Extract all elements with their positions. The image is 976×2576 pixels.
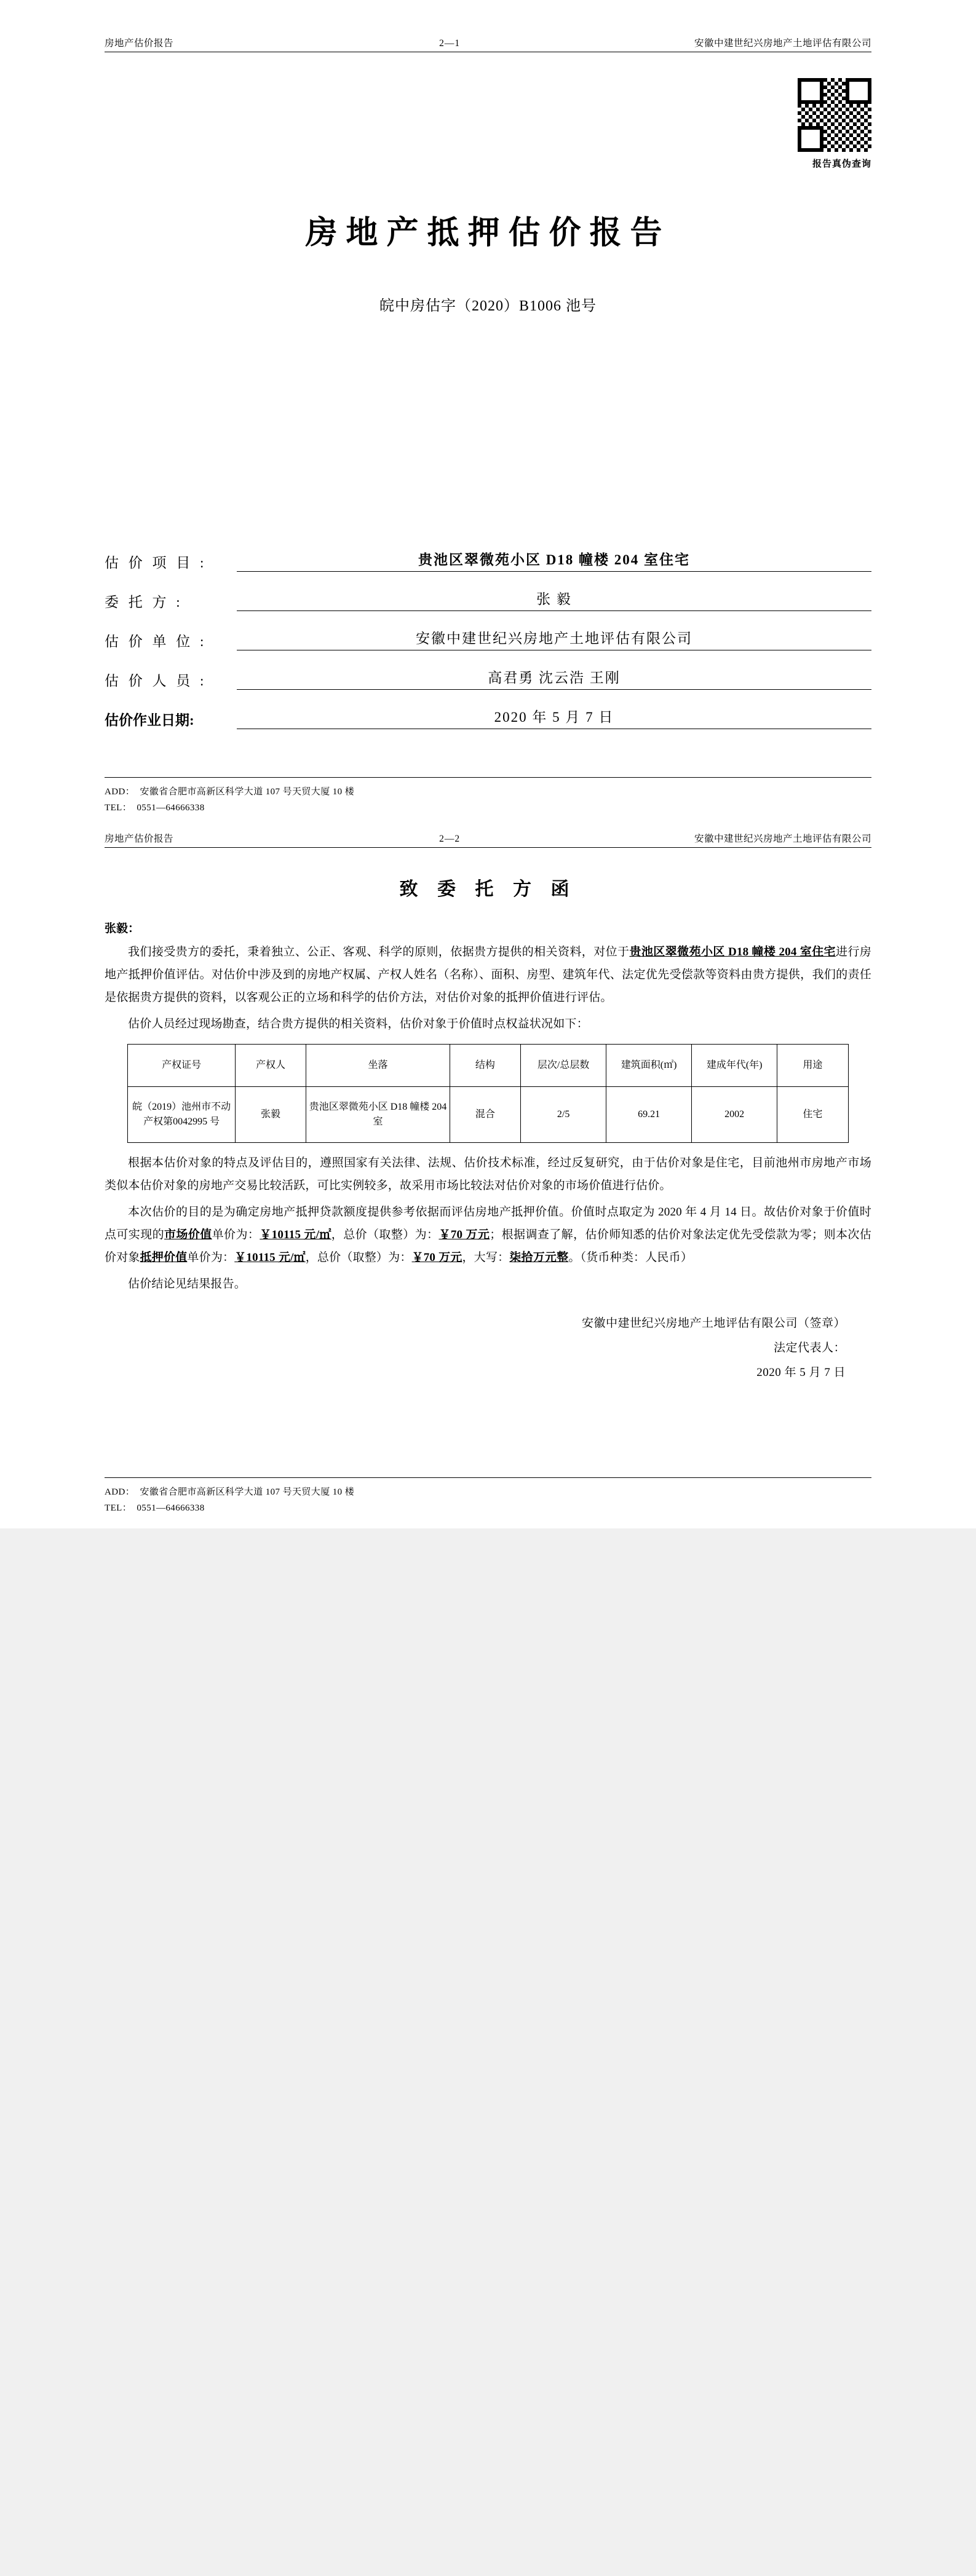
footer-telephone: TEL： 0551—64666338 xyxy=(105,803,205,813)
para4-total-price-mortgage: ￥70 万元 xyxy=(411,1250,462,1264)
para4-text-h: ，总价（取整）为： xyxy=(305,1250,412,1264)
th-certificate-no: 产权证号 xyxy=(128,1044,235,1086)
para4-text-a: 本次估价的目的是为确定房地产抵押贷款额度提供参考依据而评估房地产抵押价值。价值时点取定为 2020 年 4 月 14 日。故估价对象于价值时点可实现的 xyxy=(105,1205,871,1241)
cover-field-label: 委 托 方 : xyxy=(105,595,183,610)
page-1 xyxy=(0,0,976,823)
th-year-built: 建成年代(年) xyxy=(692,1044,777,1086)
paragraph-valuation xyxy=(105,1201,871,1269)
th-structure: 结构 xyxy=(450,1044,520,1086)
para4-text-e: ；根据调查了解，估价师知悉的估价对象法定优先受偿款为零；则本次估价对象 xyxy=(105,1228,871,1264)
th-location: 坐落 xyxy=(306,1044,450,1086)
page-1-running-header xyxy=(105,36,871,52)
cell-owner: 张毅 xyxy=(235,1086,306,1142)
paragraph-conclusion: 估价结论见结果报告。 xyxy=(128,1277,247,1290)
cell-area: 69.21 xyxy=(606,1086,692,1142)
qr-verification-block xyxy=(105,78,871,170)
cover-field-value: 张 毅 xyxy=(237,588,871,611)
cover-field-label: 估价作业日期: xyxy=(105,713,194,728)
cover-field-label: 估 价 项 目 : xyxy=(105,555,207,571)
cover-field-label: 估 价 人 员 : xyxy=(105,673,207,689)
qr-code-icon[interactable] xyxy=(798,78,871,152)
para4-text-d: ，总价（取整）为： xyxy=(331,1228,439,1241)
para4-unit-price-mortgage: ￥10115 元/㎡ xyxy=(234,1250,306,1264)
cover-field-project xyxy=(105,548,871,572)
qr-caption: 报告真伪查询 xyxy=(812,159,871,169)
signature-block xyxy=(105,1311,871,1385)
para1-text-c: 进行房地产抵押价值评估。对估价中涉及到的房地产权属、产权人姓名（名称）、面积、房型、建筑年代、法定优先受偿款等资料由贵方提供，我们的责任是依据贵方提供的资料，以客观公正的立场和科学的估价方法，对估价对象的抵押价值进行评估。 xyxy=(105,945,872,1004)
footer-telephone: TEL： 0551—64666338 xyxy=(105,1503,205,1513)
th-area: 建筑面积(㎡) xyxy=(606,1044,692,1086)
para4-text-g: 单价为： xyxy=(187,1250,235,1264)
cover-field-label: 估 价 单 位 : xyxy=(105,634,207,649)
para4-text-c: 单价为： xyxy=(212,1228,260,1241)
para4-total-price-market: ￥70 万元 xyxy=(438,1228,490,1241)
paragraph-method: 根据本估价对象的特点及评估目的，遵照国家有关法律、法规、估价技术标准，经过反复研究，由于估价对象是住宅，目前池州市房地产市场类似本估价对象的房地产交易比较活跃，可比实例较多，故采用市场比较法对估价对象的市场价值进行估价。 xyxy=(105,1156,871,1192)
cover-field-appraisal-firm xyxy=(105,627,871,650)
signature-date: 2020 年 5 月 7 日 xyxy=(756,1365,846,1379)
cover-field-work-date xyxy=(105,706,871,729)
th-floor: 层次/总层数 xyxy=(521,1044,606,1086)
signature-legal-representative: 法定代表人： xyxy=(773,1341,846,1354)
section-title: 致 委 托 方 函 xyxy=(399,879,577,899)
report-number: 皖中房估字（2020）B1006 池号 xyxy=(379,298,597,314)
cover-field-value: 安徽中建世纪兴房地产土地评估有限公司 xyxy=(237,627,871,650)
cell-location: 贵池区翠微苑小区 D18 幢楼 204 室 xyxy=(306,1086,450,1142)
para4-market-value-label: 市场价值 xyxy=(164,1228,212,1241)
th-use: 用途 xyxy=(777,1044,848,1086)
table-header-row xyxy=(128,1044,848,1086)
paragraph-survey: 估价人员经过现场勘查，结合贵方提供的相关资料，估价对象于价值时点权益状况如下： xyxy=(128,1017,589,1030)
cover-field-value: 贵池区翠微苑小区 D18 幢楼 204 室住宅 xyxy=(237,548,871,572)
para4-mortgage-value-label: 抵押价值 xyxy=(140,1250,188,1264)
para4-text-i: ，大写： xyxy=(462,1250,510,1264)
header-page-number: 2—2 xyxy=(439,833,461,844)
cover-field-value: 高君勇 沈云浩 王刚 xyxy=(237,666,871,690)
header-left-text: 房地产估价报告 xyxy=(105,38,174,49)
cell-structure: 混合 xyxy=(450,1086,520,1142)
page-2 xyxy=(0,823,976,1529)
paragraph-commission xyxy=(105,941,871,1009)
page-title: 房地产抵押估价报告 xyxy=(305,216,671,251)
cell-year-built: 2002 xyxy=(692,1086,777,1142)
para4-text-j: 。（货币种类：人民币） xyxy=(568,1250,693,1264)
cell-use: 住宅 xyxy=(777,1086,848,1142)
cell-certificate-no: 皖（2019）池州市不动产权第0042995 号 xyxy=(128,1086,235,1142)
table-row xyxy=(128,1086,848,1142)
footer-address: ADD： 安徽省合肥市高新区科学大道 107 号天贸大厦 10 楼 xyxy=(105,787,355,797)
page-2-running-header xyxy=(105,831,871,848)
para4-unit-price-market: ￥10115 元/㎡ xyxy=(260,1228,331,1241)
salutation: 张毅： xyxy=(105,922,140,935)
cover-field-value: 2020 年 5 月 7 日 xyxy=(237,706,871,729)
signature-company: 安徽中建世纪兴房地产土地评估有限公司（签章） xyxy=(581,1316,846,1330)
cell-floor: 2/5 xyxy=(521,1086,606,1142)
footer-address: ADD： 安徽省合肥市高新区科学大道 107 号天贸大厦 10 楼 xyxy=(105,1487,355,1497)
cover-field-list xyxy=(105,548,871,729)
para1-property-name: 贵池区翠微苑小区 D18 幢楼 204 室住宅 xyxy=(629,945,836,958)
th-owner: 产权人 xyxy=(235,1044,306,1086)
page-1-footer xyxy=(105,777,871,816)
cover-field-appraisers xyxy=(105,666,871,690)
cover-field-client xyxy=(105,588,871,611)
para4-amount-in-words: 柒拾万元整 xyxy=(509,1250,569,1264)
header-company-name: 安徽中建世纪兴房地产土地评估有限公司 xyxy=(694,833,871,844)
header-left-text: 房地产估价报告 xyxy=(105,833,174,844)
property-rights-table xyxy=(127,1044,848,1143)
header-company-name: 安徽中建世纪兴房地产土地评估有限公司 xyxy=(694,38,871,49)
page-2-footer xyxy=(105,1477,871,1517)
header-page-number: 2—1 xyxy=(439,38,461,49)
para1-text-a: 我们接受贵方的委托，秉着独立、公正、客观、科学的原则，依据贵方提供的相关资料，对位于 xyxy=(128,945,630,958)
